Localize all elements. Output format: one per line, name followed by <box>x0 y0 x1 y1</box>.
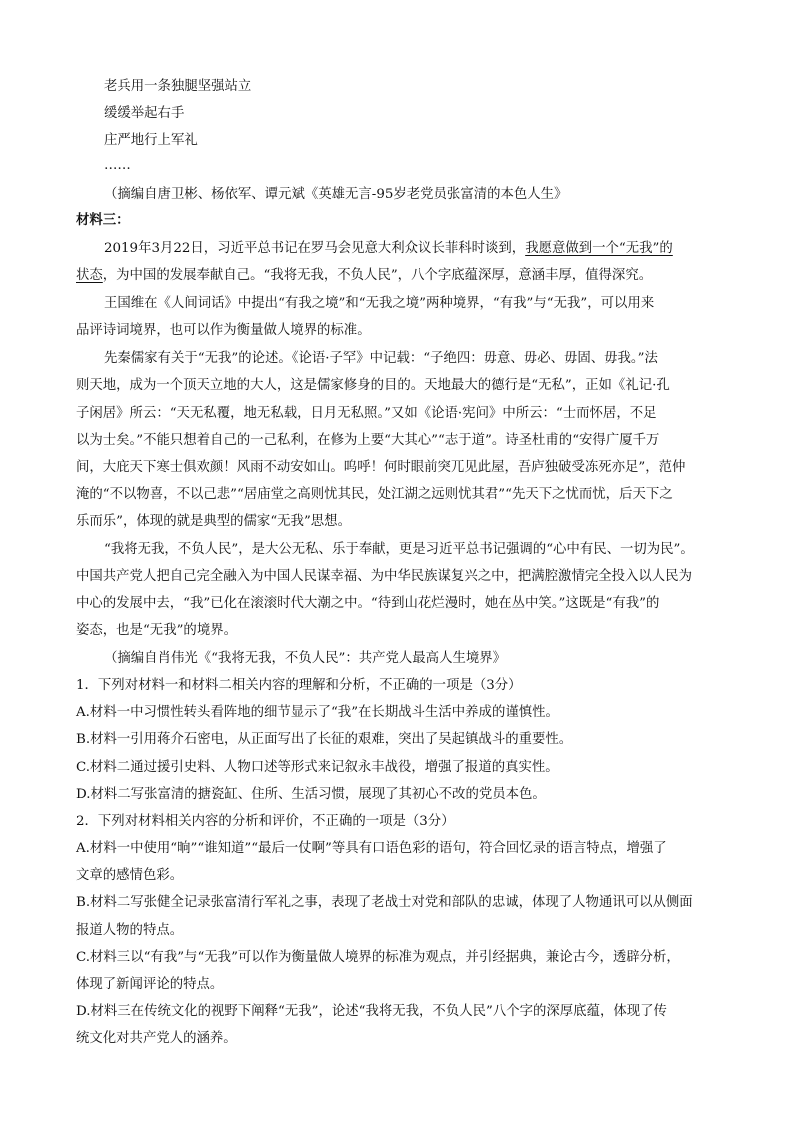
poem-line: 缓缓举起右手 <box>104 106 185 121</box>
question-1-option-b: B.材料一引用蒋介石密电，从正面写出了长征的艰难，突出了吴起镇战斗的重要性。 <box>76 732 573 747</box>
material3-p4-line: 中心的发展中去，“我”已化在滚滚时代大潮之中。“待到山花烂漫时，她在丛中笑。”这既是“有我”的 <box>76 596 660 611</box>
question-2-option-d: D.材料三在传统文化的视野下阐释“无我”，论述“我将无我，不负人民”八个字的深厚底蕴，体现了传 <box>76 1004 667 1019</box>
question-2-option-a: A.材料一中使用“晌”“谁知道”“最后一仗啊”等具有口语色彩的语句，符合回忆录的语言特点，增强了 <box>76 841 667 856</box>
p1-underlined: 我愿意做到一个“无我”的 <box>525 241 673 256</box>
source-note-material2: （摘编自唐卫彬、杨依军、谭元斌《英雄无言-95岁老党员张富清的本色人生》 <box>104 187 568 202</box>
material3-p4-line: 姿态，也是“无我”的境界。 <box>76 623 237 638</box>
question-2-option-b-cont: 报道人物的特点。 <box>76 923 184 938</box>
source-note-material3: （摘编自肖伟光《“我将无我，不负人民”：共产党人最高人生境界》 <box>104 651 507 666</box>
poem-line: 老兵用一条独腿坚强站立 <box>104 79 252 94</box>
question-1-stem: 1．下列对材料一和材料二相关内容的理解和分析，不正确的一项是（3分） <box>76 678 522 693</box>
poem-line: …… <box>104 158 131 173</box>
p1-text: 2019年3月22日，习近平总书记在罗马会见意大利众议长菲科时谈到， <box>104 241 526 256</box>
material3-p3-line: 则天地，成为一个顶天立地的大人，这是儒家修身的目的。天地最大的德行是“无私”，正如《礼记·孔 <box>76 378 670 393</box>
material3-p4-line: 中国共产党人把自己完全融入为中国人民谋幸福、为中华民族谋复兴之中，把满腔激情完全投入以人民为 <box>76 569 692 584</box>
material3-p1-line1 <box>104 239 673 259</box>
question-2-option-b: B.材料二写张健全记录张富清行军礼之事，表现了老战士对党和部队的忠诚，体现了人物通讯可以从侧面 <box>76 895 693 910</box>
p1-text: ，为中国的发展奉献自己。“我将无我，不负人民”，八个字底蕴深厚，意涵丰厚，值得深究。 <box>102 268 653 283</box>
material3-p2-line: 王国维在《人间词话》中提出“有我之境”和“无我之境”两种境界，“有我”与“无我”，可以用来 <box>104 296 655 311</box>
poem-line: 庄严地行上军礼 <box>104 133 198 148</box>
material3-p3-line: 以为士矣。”不能只想着自己的一己私利，在修为上要“大其心”“志于道”。诗圣杜甫的“安得广厦千万 <box>76 433 660 448</box>
material3-p3-line: 先秦儒家有关于“无我”的论述。《论语·子罕》中记载：“子绝四：毋意、毋必、毋固、毋我。”法 <box>104 351 658 366</box>
material3-p3-line: 淹的“不以物喜，不以己悲”“居庙堂之高则忧其民，处江湖之远则忧其君”“先天下之忧而忧，后天下之 <box>76 487 673 502</box>
question-2-option-a-cont: 文章的感情色彩。 <box>76 868 184 883</box>
p1-underlined: 状态 <box>76 268 103 283</box>
question-2-stem: 2．下列对材料相关内容的分析和评价，不正确的一项是（3分） <box>76 814 455 829</box>
material3-p4-line: “我将无我，不负人民”，是大公无私、乐于奉献，更是习近平总书记强调的“心中有民、一切为民”。 <box>104 542 694 557</box>
question-2-option-d-cont: 统文化对共产党人的涵养。 <box>76 1031 237 1046</box>
material3-p3-line: 间，大庇天下寒士俱欢颜！风雨不动安如山。呜呼！何时眼前突兀见此屋，吾庐独破受冻死亦足”，范仲 <box>76 460 686 475</box>
material3-p3-line: 子闲居》所云：“天无私覆，地无私载，日月无私照。”又如《论语·宪问》中所云：“士而怀居，不足 <box>76 406 657 421</box>
material3-p2-line: 品评诗词境界，也可以作为衡量做人境界的标准。 <box>76 323 371 338</box>
question-1-option-c: C.材料二通过援引史料、人物口述等形式来记叙永丰战役，增强了报道的真实性。 <box>76 760 559 775</box>
question-1-option-d: D.材料二写张富清的搪瓷缸、住所、生活习惯，展现了其初心不改的党员本色。 <box>76 787 546 802</box>
material3-heading: 材料三： <box>76 213 130 228</box>
question-1-option-a: A.材料一中习惯性转头看阵地的细节显示了“我”在长期战斗生活中养成的谨慎性。 <box>76 705 559 720</box>
question-2-option-c-cont: 体现了新闻评论的特点。 <box>76 977 224 992</box>
question-2-option-c: C.材料三以“有我”与“无我”可以作为衡量做人境界的标准为观点，并引经据典，兼论古今，透辟分析， <box>76 950 680 965</box>
material3-p1-line2 <box>76 266 652 286</box>
material3-p3-line: 乐而乐”，体现的就是典型的儒家“无我”思想。 <box>76 514 351 529</box>
